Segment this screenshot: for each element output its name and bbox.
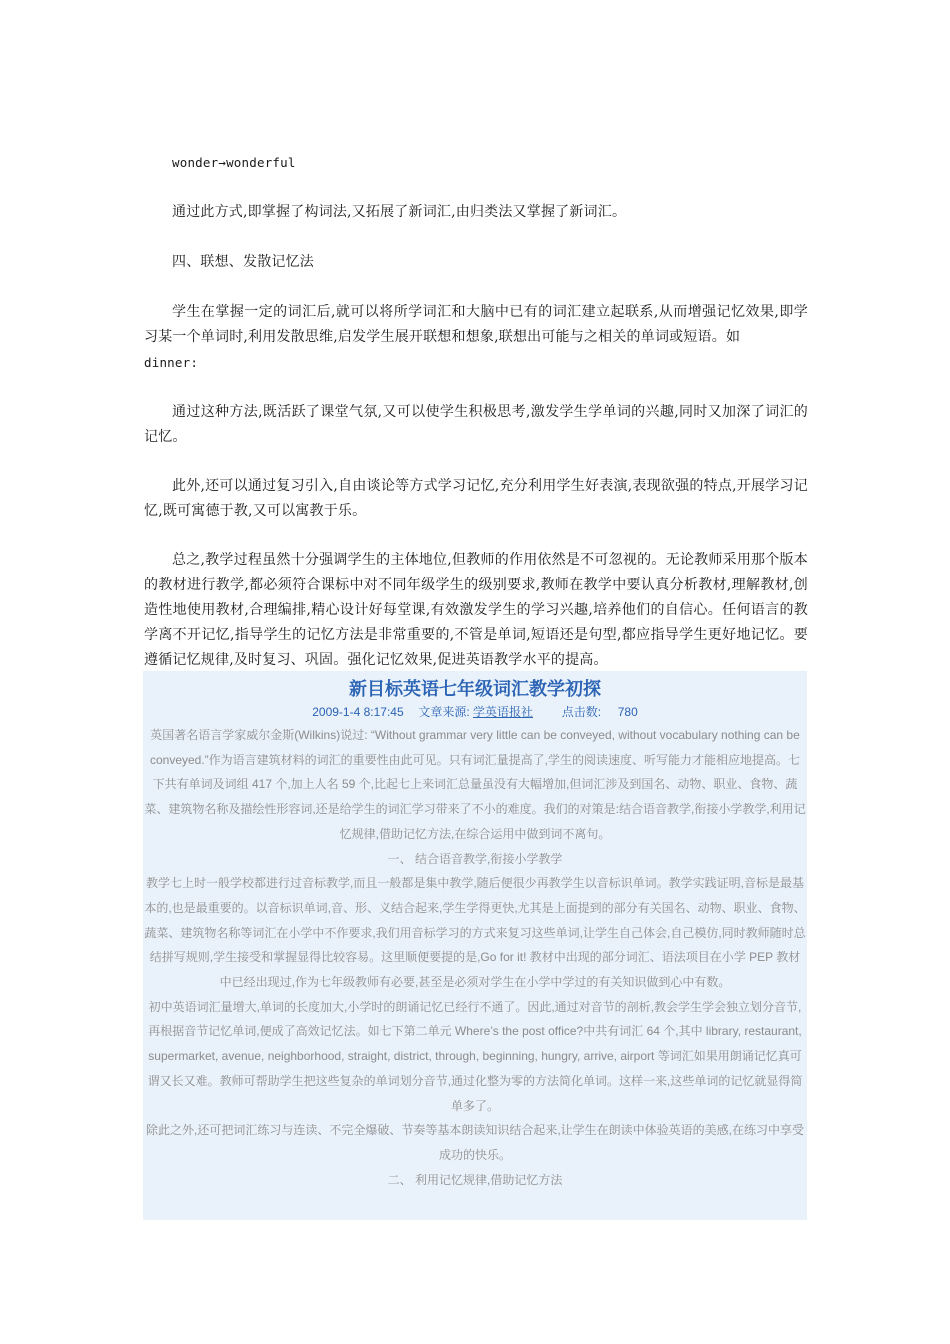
article-paragraph-reading: 除此之外,还可把词汇练习与连读、不完全爆破、节奏等基本朗读知识结合起来,让学生在朗读中体验英语的美感,在练习中享受成功的快乐。 xyxy=(145,1123,804,1162)
article-source-label: 文章来源: xyxy=(418,705,470,719)
example-word-pair: wonder→wonderful xyxy=(172,155,296,170)
article-body xyxy=(143,723,807,1192)
article-section-heading-1: 一、 结合语音教学,衔接小学教学 xyxy=(387,851,563,866)
article-clicks-value: 780 xyxy=(617,705,638,719)
paragraph-association-text: 学生在掌握一定的词汇后,就可以将所学词汇和大脑中已有的词汇建立起联系,从而增强记忆效果,即学习某一个单词时,利用发散思维,启发学生展开联想和想象,联想出可能与之相关的单词或短语。如 xyxy=(144,304,808,345)
paragraph-word-formation: 通过此方式,即掌握了构词法,又拓展了新词汇,由归类法又掌握了新词汇。 xyxy=(172,204,627,220)
article-date: 2009-1-4 8:17:45 xyxy=(312,705,404,719)
article-source-link[interactable]: 学英语报社 xyxy=(473,705,534,719)
article-meta xyxy=(143,703,807,721)
article-section-heading-2: 二、 利用记忆规律,借助记忆方法 xyxy=(387,1172,563,1187)
article-paragraph-intro: 英国著名语言学家威尔金斯(Wilkins)说过: “Without grammar very little can be conveyed, without vocabulary nothing can be conveyed.”作为语言建筑材料的词汇的重要性由此可见。只有词汇量提高了,学生的阅读速度、听写能力才能相应地提高。七下共有单词及词组 417 个,加上人名 59 个,比起七上来词汇总量虽没有大幅增加,但词汇涉及到国名、动物、职业、食物、蔬菜、建筑物名称及描绘性形容词,还是给学生的词汇学习带来了不小的难度。我们的对策是:结合语音教学,衔接小学教学,利用记忆规律,借助记忆方法,在综合运用中做到词不离句。 xyxy=(144,728,806,841)
paragraph-association-method xyxy=(144,300,808,376)
article-paragraph-syllables: 初中英语词汇量增大,单词的长度加大,小学时的朗诵记忆已经行不通了。因此,通过对音节的剖析,教会学生学会独立划分音节,再根据音节记忆单词,便成了高效记忆法。如七下第二单元 Where’s the post office?中共有词汇 64 个,其中 library, restaurant, supermarket, avenue, neighborhood, straight, district, through, beginning, hungry, arrive, airport 等词汇如果用朗诵记忆真可谓又长又难。教师可帮助学生把这些复杂的单词划分音节,通过化整为零的方法简化单词。这样一来,这些单词的记忆就显得简单多了。 xyxy=(147,999,803,1113)
article-paragraph-phonetics: 教学七上时一般学校都进行过音标教学,而且一般都是集中教学,随后便很少再教学生以音标识单词。教学实践证明,音标是最基本的,也是最重要的。以音标识单词,音、形、义结合起来,学生学得更快,尤其是上面提到的部分有关国名、动物、职业、食物、蔬菜、建筑物名称等词汇在小学中不作要求,我们用音标学习的方式来复习这些单词,让学生自己体会,自己模仿,同时教师随时总结拼写规则,学生接受和掌握显得比较容易。这里顺便要提的是,Go for it! 教材中出现的部分词汇、语法项目在小学 PEP 教材中已经出现过,作为七年级教师有必要,甚至是必须对学生在小学中学过的有关知识做到心中有数。 xyxy=(144,876,806,990)
article-clicks-label: 点击数: xyxy=(561,705,602,719)
paragraph-review-method: 此外,还可以通过复习引入,自由谈论等方式学习记忆,充分利用学生好表演,表现欲强的特点,开展学习记忆,既可寓德于教,又可以寓教于乐。 xyxy=(144,478,808,519)
section-heading-association: 四、联想、发散记忆法 xyxy=(172,254,314,270)
article-title: 新目标英语七年级词汇教学初探 xyxy=(349,679,601,699)
paragraph-conclusion: 总之,教学过程虽然十分强调学生的主体地位,但教师的作用依然是不可忽视的。无论教师采用那个版本的教材进行教学,都必须符合课标中对不同年级学生的级别要求,教师在教学中要认真分析教材,理解教材,创造性地使用教材,合理编排,精心设计好每堂课,有效激发学生的学习兴趣,培养他们的自信心。任何语言的教学离不开记忆,指导学生的记忆方法是非常重要的,不管是单词,短语还是句型,都应指导学生更好地记忆。要遵循记忆规律,及时复习、巩固。强化记忆效果,促进英语教学水平的提高。 xyxy=(144,552,808,668)
article-box xyxy=(143,671,807,1220)
paragraph-method-benefit: 通过这种方法,既活跃了课堂气氛,又可以使学生积极思考,激发学生学单词的兴趣,同时又加深了词汇的记忆。 xyxy=(144,404,808,445)
paragraph-association-example: dinner: xyxy=(144,355,199,370)
